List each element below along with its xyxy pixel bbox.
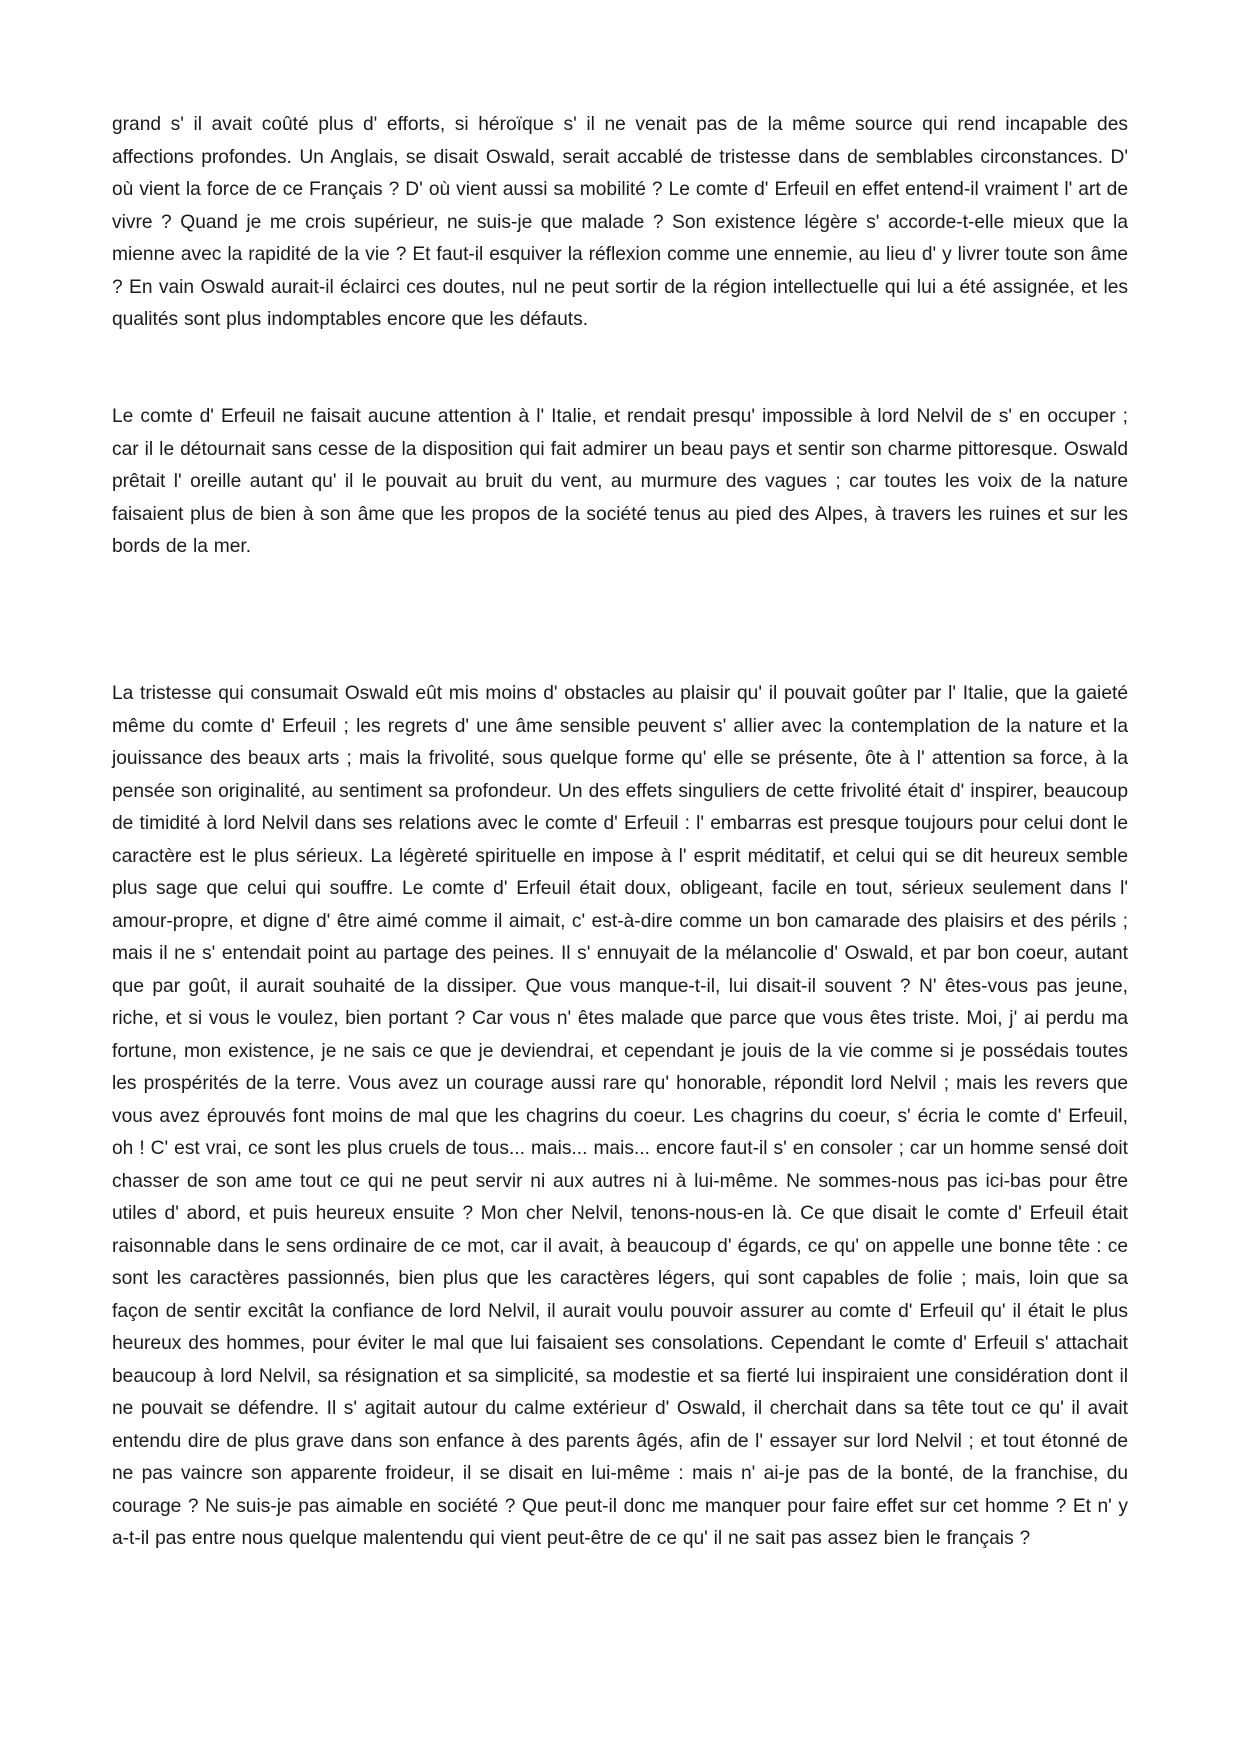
- paragraph-3: La tristesse qui consumait Oswald eût mis moins d' obstacles au plaisir qu' il pouvait goûter par l' Italie, que la gaieté même du comte d' Erfeuil ; les regrets d' une âme sensible peuvent s' allier avec la contemplation de la nature et la jouissance des beaux arts ; mais la frivolité, sous quelque forme qu' elle se présente, ôte à l' attention sa force, à la pensée son originalité, au sentiment sa profondeur. Un des effets singuliers de cette frivolité était d' inspirer, beaucoup de timidité à lord Nelvil dans ses relations avec le comte d' Erfeuil : l' embarras est presque toujours pour celui dont le caractère est le plus sérieux. La légèreté spirituelle en impose à l' esprit méditatif, et celui qui se dit heureux semble plus sage que celui qui souffre. Le comte d' Erfeuil était doux, obligeant, facile en tout, sérieux seulement dans l' amour-propre, et digne d' être aimé comme il aimait, c' est-à-dire comme un bon camarade des plaisirs et des périls ; mais il ne s' entendait point au partage des peines. Il s' ennuyait de la mélancolie d' Oswald, et par bon coeur, autant que par goût, il aurait souhaité de la dissiper. Que vous manque-t-il, lui disait-il souvent ? N' êtes-vous pas jeune, riche, et si vous le voulez, bien portant ? Car vous n' êtes malade que parce que vous êtes triste. Moi, j' ai perdu ma fortune, mon existence, je ne sais ce que je deviendrai, et cependant je jouis de la vie comme si je possédais toutes les prospérités de la terre. Vous avez un courage aussi rare qu' honorable, répondit lord Nelvil ; mais les revers que vous avez éprouvés font moins de mal que les chagrins du coeur. Les chagrins du coeur, s' écria le comte d' Erfeuil, oh ! C' est vrai, ce sont les plus cruels de tous... mais... mais... encore faut-il s' en consoler ; car un homme sensé doit chasser de son ame tout ce qui ne peut servir ni aux autres ni à lui-même. Ne sommes-nous pas ici-bas pour être utiles d' abord, et puis heureux ensuite ? Mon cher Nelvil, tenons-nous-en là. Ce que disait le comte d' Erfeuil était raisonnable dans le sens ordinaire de ce mot, car il avait, à beaucoup d' égards, ce qu' on appelle une bonne tête : ce sont les caractères passionnés, bien plus que les caractères légers, qui sont capables de folie ; mais, loin que sa façon de sentir excitât la confiance de lord Nelvil, il aurait voulu pouvoir assurer au comte d' Erfeuil qu' il était le plus heureux des hommes, pour éviter le mal que lui faisaient ses consolations. Cependant le comte d' Erfeuil s' attachait beaucoup à lord Nelvil, sa résignation et sa simplicité, sa modestie et sa fierté lui inspiraient une considération dont il ne pouvait se défendre. Il s' agitait autour du calme extérieur d' Oswald, il cherchait dans sa tête tout ce qu' il avait entendu dire de plus grave dans son enfance à des parents âgés, afin de l' essayer sur lord Nelvil ; et tout étonné de ne pas vaincre son apparente froideur, il se disait en lui-même : mais n' ai-je pas de la bonté, de la franchise, du courage ? Ne suis-je pas aimable en société ? Que peut-il donc me manquer pour faire effet sur cet homme ? Et n' y a-t-il pas entre nous quelque malentendu qui vient peut-être de ce qu' il ne sait pas assez bien le français ?: [112, 683, 1128, 1549]
- paragraph-1: grand s' il avait coûté plus d' efforts, si héroïque s' il ne venait pas de la même source qui rend incapable des affections profondes. Un Anglais, se disait Oswald, serait accablé de tristesse dans de semblables circonstances. D' où vient la force de ce Français ? D' où vient aussi sa mobilité ? Le comte d' Erfeuil en effet entend-il vraiment l' art de vivre ? Quand je me crois supérieur, ne suis-je que malade ? Son existence légère s' accorde-t-elle mieux que la mienne avec la rapidité de la vie ? Et faut-il esquiver la réflexion comme une ennemie, au lieu d' y livrer toute son âme ? En vain Oswald aurait-il éclairci ces doutes, nul ne peut sortir de la région intellectuelle qui lui a été assignée, et les qualités sont plus indomptables encore que les défauts.: [112, 114, 1128, 330]
- paragraph-2: Le comte d' Erfeuil ne faisait aucune attention à l' Italie, et rendait presqu' impossible à lord Nelvil de s' en occuper ; car il le détournait sans cesse de la disposition qui fait admirer un beau pays et sentir son charme pittoresque. Oswald prêtait l' oreille autant qu' il le pouvait au bruit du vent, au murmure des vagues ; car toutes les voix de la nature faisaient plus de bien à son âme que les propos de la société tenus au pied des Alpes, à travers les ruines et sur les bords de la mer.: [112, 406, 1128, 557]
